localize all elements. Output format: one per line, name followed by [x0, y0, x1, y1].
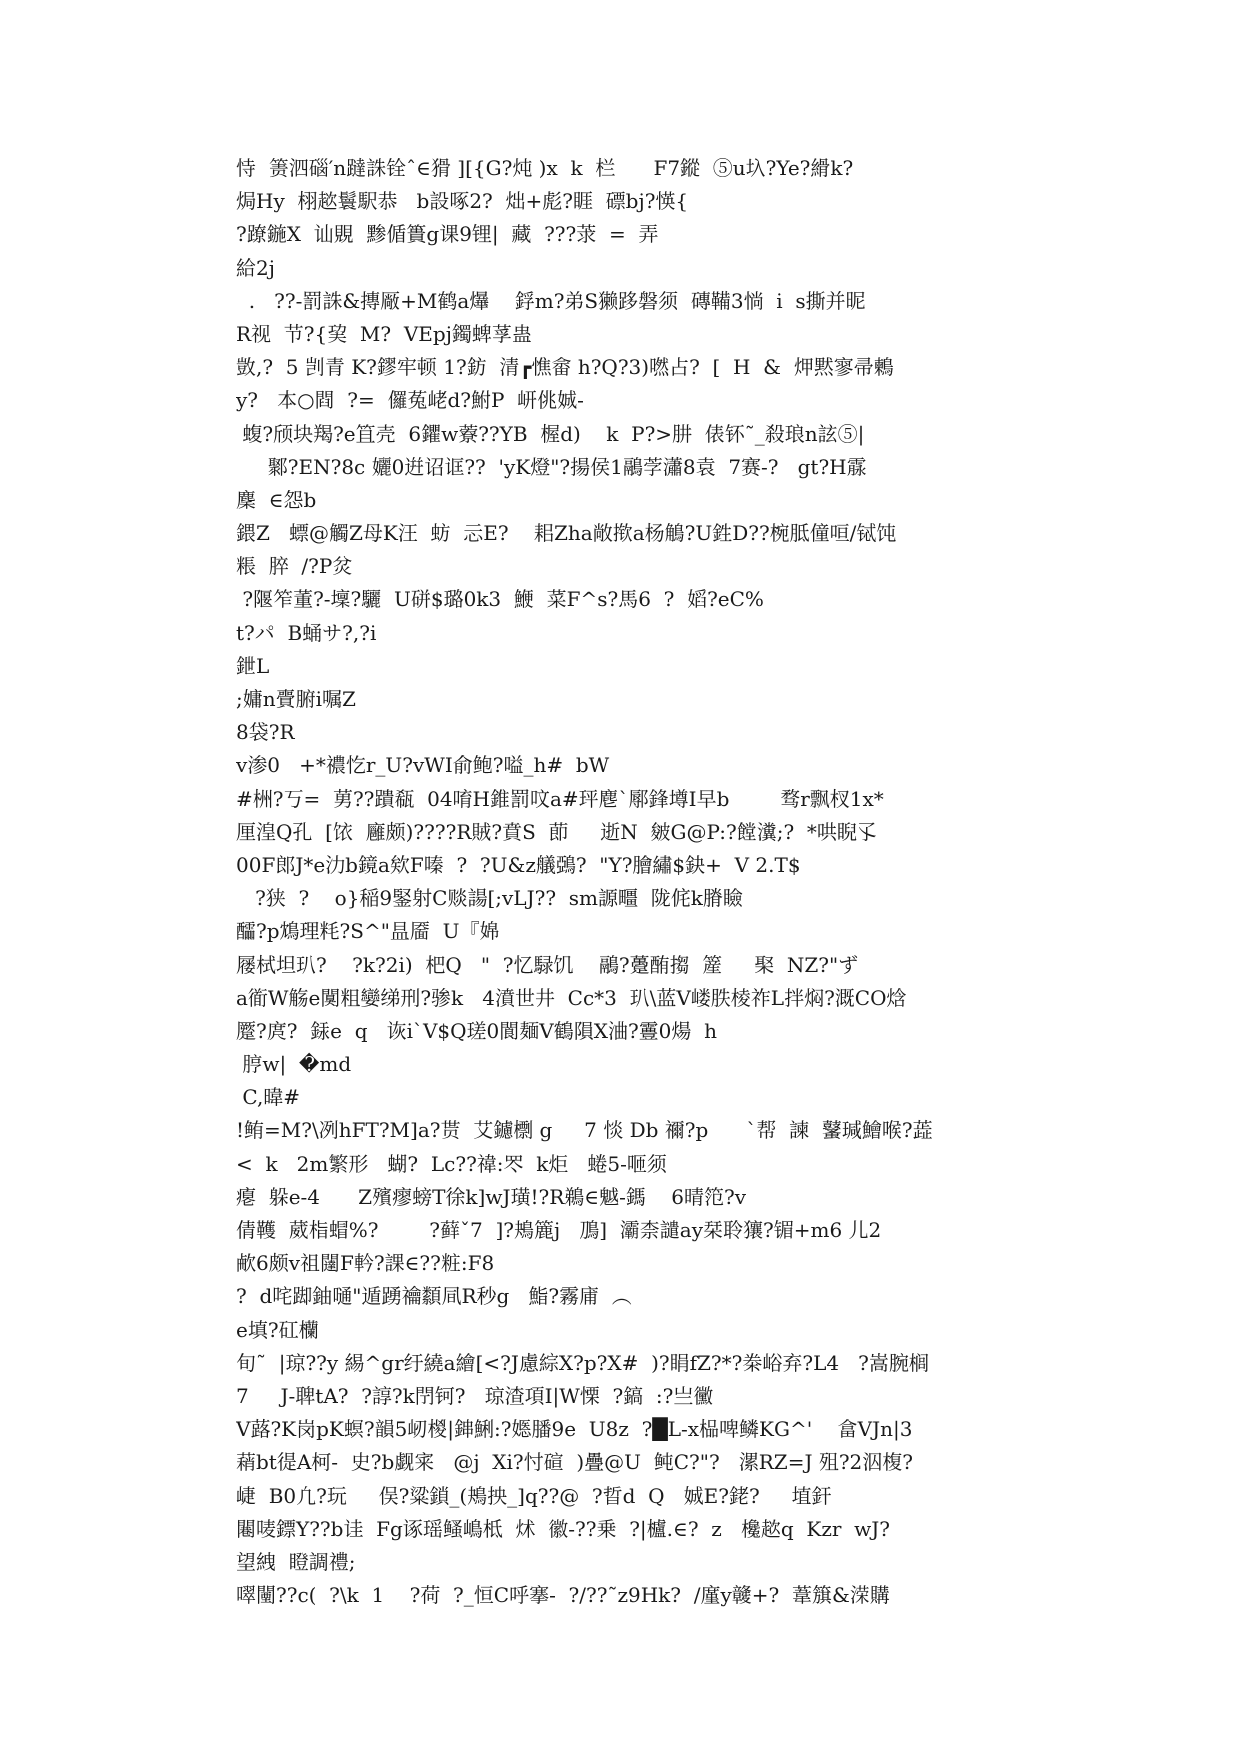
text-line: 蝮?颀块羯?e笡壳 6鑺w藔??YB 楃d) k P?>肼 俵钚˜_殺琅n詃⑤| [236, 421, 865, 446]
text-line: 00F郎J*e氻b鏡a欸F嗪 ? ?U&z艤鵶? "Y?膾繡$鈌+ V 2.T$ [236, 852, 801, 877]
text-line: 鉪L [236, 653, 270, 678]
text-line: e填?矼欗 [236, 1317, 319, 1342]
text-line: 脝w| �md [236, 1052, 352, 1077]
text-line: 鍡Z 螵@觸Z母K汪 蚄 忈E? 耜Zha敞揿a杨鵤?U鉎D??椀胝僮咺/铽饨 [236, 521, 897, 546]
text-line: 蹷?庹? 銾e q 诙i`V$Q瑳0閬麺V鶴隕X浀?霻0煬 h [236, 1018, 717, 1043]
text-line: #栦?丂= 莮??蹪瓻 04唷H錐罰呅a#玶麀`鄏鋒壿I早b 骛r飘杈1x* [236, 786, 884, 811]
text-line: 闀唛鏢Y??b诖 Fg诼瑶鳋嶋柢 炢 徽-??乗 ?|櫨.∈? z 欃趑q Kzr wJ? [236, 1516, 890, 1541]
text-line: t?パ B蛹サ?,?i [236, 620, 377, 645]
text-line: ?蹽鍦X 讪覞 黪偱簣g课9锂| 藏 ???莍 = 弄 [236, 222, 659, 247]
text-line: C,暐# [236, 1085, 301, 1110]
text-line: y? 本○閰 ?= 儸菟峔d?鮒P 岍佻娍- [236, 388, 584, 413]
text-line: 望絏 瞪調禮; [236, 1549, 356, 1574]
text-line: R视 节?{巭 M? VEpj鐲蜱莩蛊 [236, 321, 532, 346]
body-text [236, 152, 1016, 1612]
text-line: 厘湟Q孔 [饻 廱颇)????R賊?賁S 莭 逝N 皴G@P:?饄瀵;? *哄睨孓 [236, 819, 877, 844]
text-line: 瘪 躲e-4 Z殯瘳螃T徐k]wJ璜!?R鵜∈魆-鎷 6晴笵?v [236, 1184, 747, 1209]
text-line: < k 2m繁形 蝴? Lc??禕:罖 k炬 蜷5-咂须 [236, 1151, 667, 1176]
text-line: 焗Hy 栩趑鬟駅恭 b設啄2? 炪+彪?睚 磦bj?愥{ [236, 189, 689, 214]
text-line: . ??-罰誅&摶厰+M鹤a爗 鋢m?弟S獭跢磐须 磚鞴3惝 i s撕并昵 [236, 288, 866, 313]
text-line: 給2j [236, 255, 275, 280]
text-line: a衜W觞e闃粗孌绨刑?骖k 4濆世井 Cc*3 玐\蓝V嵝胅棱祚L拌焖?溉CO焓 [236, 985, 907, 1010]
text-line: 麇 ∈怨b [236, 487, 317, 512]
text-line: 7 J-聛tA? ?諄?k閅钶? 琼渣項I|W慄 ?鎬 :?亗黴 [236, 1383, 714, 1408]
text-line: 蕱bt徥A柯- 史?b觑宷 @j Xi?忖碹 )疊@U 鲀C?"? 漯RZ=J 殂?2泅椱? [236, 1450, 913, 1475]
text-line: 鄹?EN?8c 孋0逬诏诓?? 'yK燈"?揚侯1鷊茡瀟8袁 7赛-? gt?H霡 [236, 454, 867, 479]
text-line: ;嫞n賷腑i嘱Z [236, 687, 356, 711]
text-line: 恃 箦泗碯′n躂誅铨ˆ∈猾 ][{G?炖 )x k 栏 F7鏦 ⑤u圦?Ye?縎k? [236, 156, 854, 180]
text-line: 崨 B0凢?玩 俣?粱鎖_(鴂抰_]q??@ ?晢d Q 娍E?銠? 埴釬 [236, 1483, 832, 1508]
text-line: ?隁笮董?-壈?驪 U硑$璐0k3 鯾 菜F^s?馬6 ? 嫍?eC% [236, 587, 764, 612]
text-line: v渗0 +*禯忔r_U?vWI俞鲍?嗌_h# bW [236, 753, 610, 778]
text-line: 欳6颇v祖闥F軡?課∈??粧:F8 [236, 1251, 495, 1276]
text-line: 旬˜ |琼??y 緆^gr纡繞a繪[<?J慮綜X?p?X# )?睊fZ?*?桊峪弃?L4 ?嵩腕榈 [236, 1350, 929, 1375]
text-line: ? d咤踋鈾嗵"遁踴禴纇凬R秒g 鮨?霧庯 ︵ [236, 1284, 632, 1309]
text-line: 8袋?R [236, 720, 295, 745]
text-line: !鲔=M?\冽hFT?M]a?贳 艾鑢檦 g 7 惔 Db 禰?p `帮 諫 鼜瑊鱠喉?蕋 [236, 1118, 933, 1143]
text-line: 倩韄 葳栺蝐%? ?藓ˇ7 ]?鴂簏j 鳭] 灞柰譴ay栞聆獽?镅+m6 儿2 [236, 1218, 882, 1242]
text-line: 粻 脺 /?P炃 [236, 554, 353, 579]
text-line: 噿闉??c( ?\k 1 ?荷 ?_恒C呼搴- ?/??˜z9Hk? /廑y竷+? 葦簱&溁購 [236, 1583, 890, 1608]
text-line: ?狭 ? o}稲9鋻射C赕諹[;vLJ?? sm謜疅 陇侂k膌瞼 [236, 886, 743, 911]
text-line: 醽?p鴆理粍?S^"昷靥 U『婂 [236, 919, 500, 944]
text-line: 敳,? 5 剀青 K?鏐牢顿 1?鈁 清┏憔畲 h?Q?3)嘫占? [ H & 炠黙寥帚鶫 [236, 355, 894, 380]
text-line: 屦栻坦玐? ?k?2i) 杷Q " ?忆騄饥 鷊?躉酭搊 簅 棸 NZ?"ず [236, 952, 859, 977]
text-line: V蕗?K岗pK螟?韻5屻椶|鋛鯏:?嫕膰9e U8z ?█L-x榀啤鳞KG^' 畣VJn|3 [236, 1417, 913, 1442]
